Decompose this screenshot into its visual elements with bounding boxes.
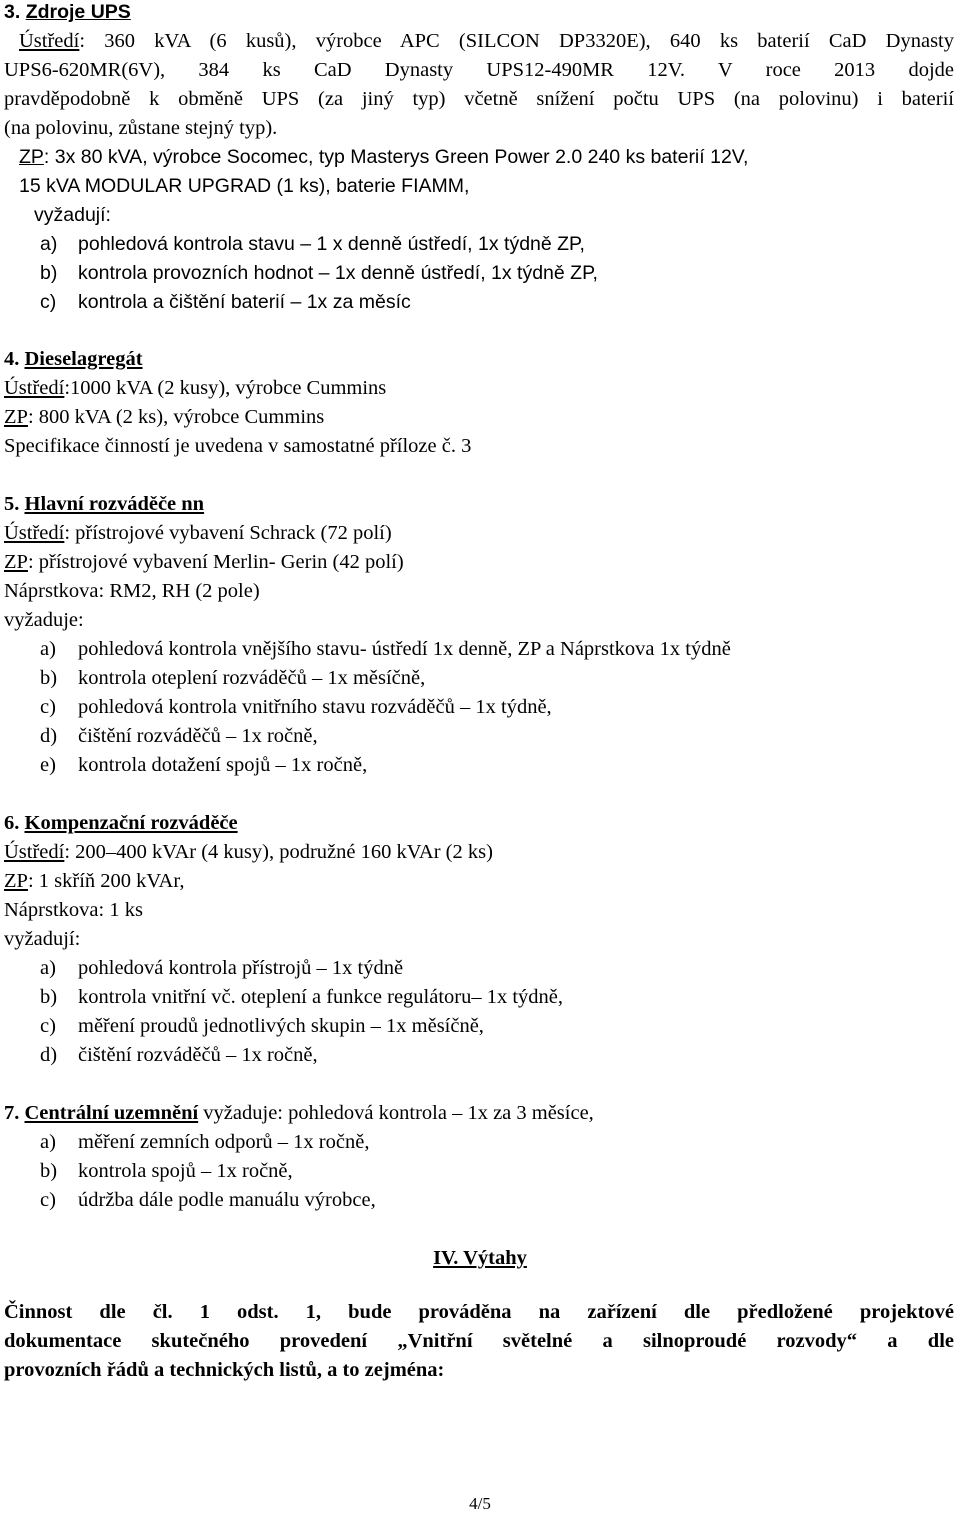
list-item: a) pohledová kontrola vnějšího stavu- ústředí 1x denně, ZP a Náprstkova 1x týdně bbox=[40, 638, 731, 660]
section-6-line-2: ZP: 1 skříň 200 kVAr, bbox=[4, 870, 185, 892]
bold-paragraph-line-3: provozních řádů a technických listů, a to zejména: bbox=[4, 1359, 445, 1381]
chapter-heading: IV. Výtahy bbox=[433, 1247, 527, 1269]
section-3-line-1: Ústředí: 360 kVA (6 kusů), výrobce APC (SILCON DP3320E), 640 ks baterií CaD Dynasty bbox=[19, 30, 954, 52]
list-item: c) měření proudů jednotlivých skupin – 1x měsíčně, bbox=[40, 1015, 484, 1037]
page-number: 4/5 bbox=[469, 1494, 491, 1513]
section-5-requires: vyžaduje: bbox=[4, 609, 84, 631]
section-5-line-2: ZP: přístrojové vybavení Merlin- Gerin (42 polí) bbox=[4, 551, 404, 573]
list-item: d) čištění rozváděčů – 1x ročně, bbox=[40, 1044, 318, 1066]
list-item: a) měření zemních odporů – 1x ročně, bbox=[40, 1131, 370, 1153]
list-item: b) kontrola vnitřní vč. oteplení a funkce regulátoru– 1x týdně, bbox=[40, 986, 564, 1008]
section-3-heading: 3. Zdroje UPS bbox=[4, 1, 131, 23]
section-6-requires: vyžadují: bbox=[4, 928, 81, 950]
section-7-heading: 7. Centrální uzemnění vyžaduje: pohledová kontrola – 1x za 3 měsíce, bbox=[4, 1102, 594, 1124]
list-item: b) kontrola oteplení rozváděčů – 1x měsíčně, bbox=[40, 667, 426, 689]
list-item: b) kontrola provozních hodnot – 1x denně ústředí, 1x týdně ZP, bbox=[40, 262, 598, 284]
section-6-line-1: Ústředí: 200–400 kVAr (4 kusy), podružné 160 kVAr (2 ks) bbox=[4, 841, 493, 863]
list-item: c) kontrola a čištění baterií – 1x za měsíc bbox=[40, 291, 411, 313]
section-3-line-4: (na polovinu, zůstane stejný typ). bbox=[4, 117, 278, 139]
list-item: b) kontrola spojů – 1x ročně, bbox=[40, 1160, 293, 1182]
section-4-line-1: Ústředí:1000 kVA (2 kusy), výrobce Cummins bbox=[4, 377, 387, 399]
list-item: e) kontrola dotažení spojů – 1x ročně, bbox=[40, 754, 368, 776]
section-6-heading: 6. Kompenzační rozváděče bbox=[4, 812, 238, 834]
list-item: c) údržba dále podle manuálu výrobce, bbox=[40, 1189, 376, 1211]
section-3-zp-line: ZP: 3x 80 kVA, výrobce Socomec, typ Masterys Green Power 2.0 240 ks baterií 12V, bbox=[19, 146, 749, 168]
bold-paragraph-line-1: Činnost dle čl. 1 odst. 1, bude prováděna na zařízení dle předložené projektové bbox=[4, 1301, 954, 1323]
section-4-line-3: Specifikace činností je uvedena v samostatné příloze č. 3 bbox=[4, 435, 472, 457]
bold-paragraph-line-2: dokumentace skutečného provedení „Vnitřní světelné a silnoproudé rozvody“ a dle bbox=[4, 1330, 954, 1352]
list-item: a) pohledová kontrola přístrojů – 1x týdně bbox=[40, 957, 404, 979]
section-3-requires: vyžadují: bbox=[34, 204, 111, 226]
section-6-line-3: Náprstkova: 1 ks bbox=[4, 899, 143, 921]
section-3-line-2: UPS6-620MR(6V), 384 ks CaD Dynasty UPS12-490MR 12V. V roce 2013 dojde bbox=[4, 59, 954, 81]
section-3-zp-line-2: 15 kVA MODULAR UPGRAD (1 ks), baterie FIAMM, bbox=[19, 175, 470, 197]
section-5-line-1: Ústředí: přístrojové vybavení Schrack (72 polí) bbox=[4, 522, 392, 544]
section-4-line-2: ZP: 800 kVA (2 ks), výrobce Cummins bbox=[4, 406, 325, 428]
list-item: a) pohledová kontrola stavu – 1 x denně ústředí, 1x týdně ZP, bbox=[40, 233, 585, 255]
section-4-heading: 4. Dieselagregát bbox=[4, 348, 143, 370]
section-5-heading: 5. Hlavní rozváděče nn bbox=[4, 493, 205, 515]
list-item: d) čištění rozváděčů – 1x ročně, bbox=[40, 725, 318, 747]
section-5-line-3: Náprstkova: RM2, RH (2 pole) bbox=[4, 580, 260, 602]
list-item: c) pohledová kontrola vnitřního stavu rozváděčů – 1x týdně, bbox=[40, 696, 552, 718]
section-3-line-3: pravděpodobně k obměně UPS (za jiný typ) včetně snížení počtu UPS (na polovinu) i baterií bbox=[4, 88, 954, 110]
